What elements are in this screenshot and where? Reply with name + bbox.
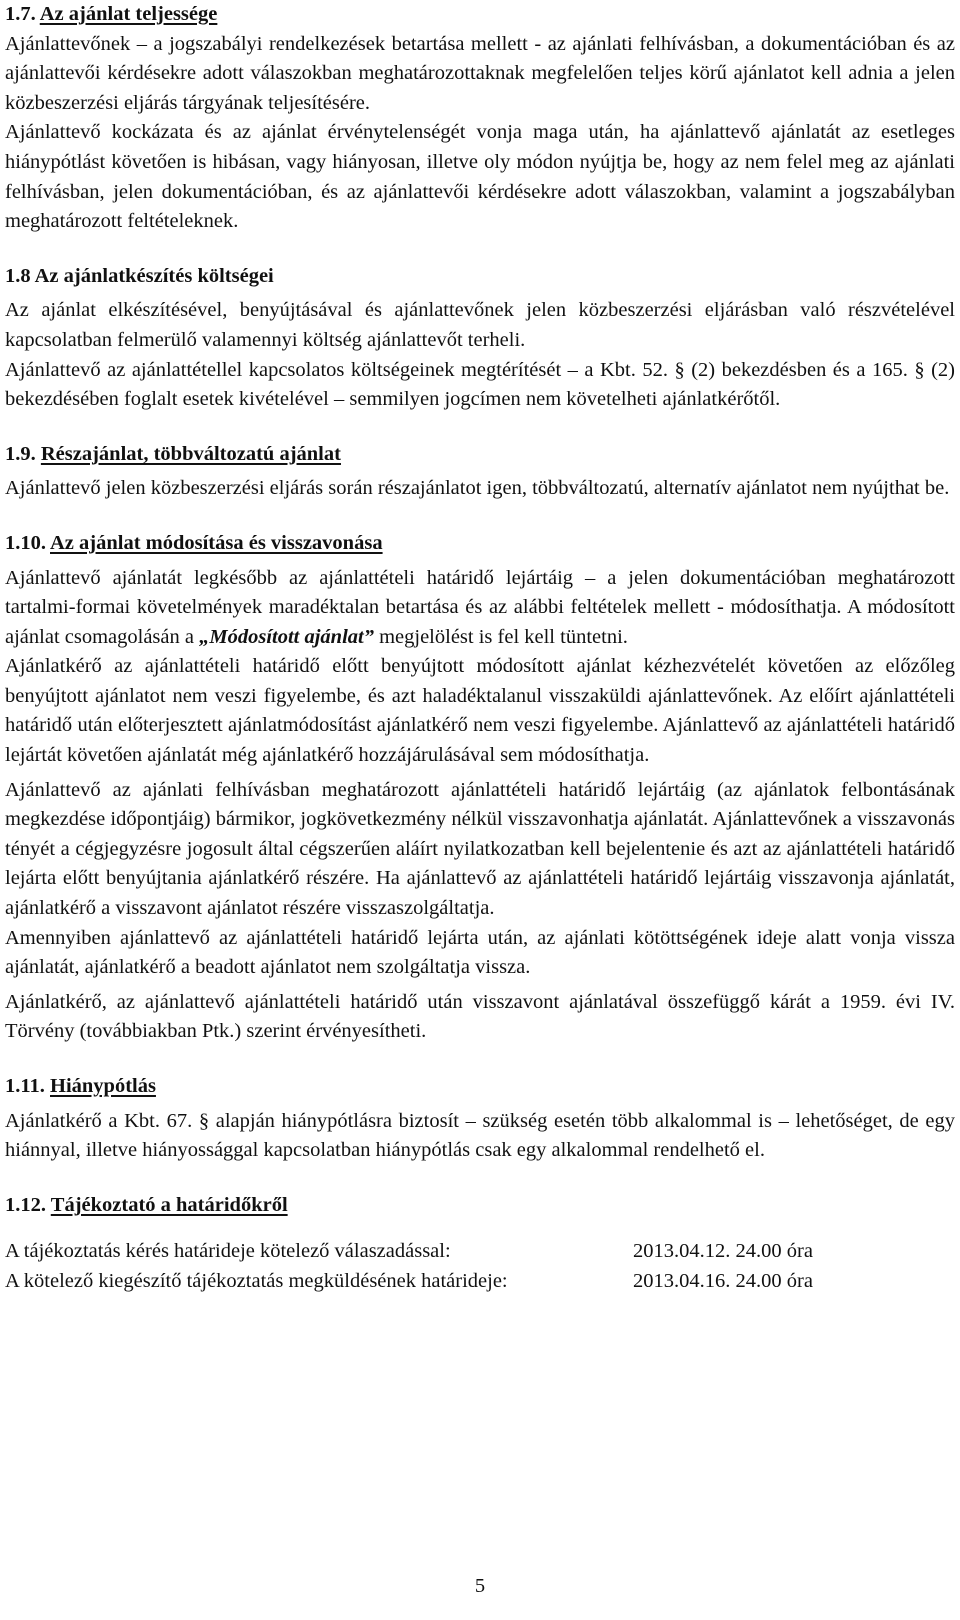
section-heading-1-7: [5, 0, 955, 30]
section-title: Az ajánlatkészítés költségei: [34, 264, 274, 287]
section-heading-1-8: [5, 262, 955, 292]
paragraph: Ajánlattevő az ajánlattétellel kapcsolatos költségeinek megtérítését – a Kbt. 52. § (2) bekezdésben és a 165. § (2) bekezdésében foglalt esetek kivételével – semmilyen jogcímen nem követelheti ajánlatkérőtől.: [5, 358, 955, 411]
section-heading-1-9: [5, 440, 955, 470]
deadline-value: 2013.04.16. 24.00 óra: [633, 1269, 813, 1292]
section-heading-1-10: [5, 529, 955, 559]
paragraph: Ajánlatkérő az ajánlattételi határidő előtt benyújtott módosított ajánlat kézhezvételét követően az előzőleg benyújtott ajánlatot nem veszi figyelembe, és azt haladéktalanul visszaküldi ajánlattevőnek. Az előírt ajánlattételi határidő után előterjesztett ajánlatmódosítást ajánlatkérő nem veszi figyelembe. Ajánlattevő az ajánlattételi határidő lejártát követően ajánlatát még ajánlatkérő hozzájárulásával sem módosíthatja.: [5, 655, 955, 767]
paragraph: Ajánlattevőnek – a jogszabályi rendelkezések betartása mellett - az ajánlati felhívásban, a dokumentációban és az ajánlattevői kérdésekre adott válaszokban meghatározottaknak megfelelően teljes körű ajánlatot kell adnia a jelen közbeszerzési eljárás tárgyának teljesítésére.: [5, 32, 955, 114]
section-number: 1.9.: [5, 442, 36, 465]
section-heading-1-11: [5, 1072, 955, 1102]
section-number: 1.7.: [5, 3, 36, 25]
section-title: Az ajánlat módosítása és visszavonása: [50, 531, 383, 554]
paragraph: Ajánlatkérő a Kbt. 67. § alapján hiánypótlásra biztosít – szükség esetén több alkalommal is – lehetőséget, de egy hiánnyal, illetve hiányossággal kapcsolatban hiánypótlás csak egy alkalommal rendelhető el.: [5, 1109, 955, 1162]
paragraph: Ajánlattevő jelen közbeszerzési eljárás során részajánlatot igen, többváltozatú, alternatív ajánlatot nem nyújthat be.: [5, 477, 950, 500]
page-number: 5: [474, 1575, 486, 1597]
paragraph: Ajánlatkérő, az ajánlattevő ajánlattételi határidő után visszavont ajánlatával összefüggő kárát a 1959. évi IV. Törvény (továbbiakban Ptk.) szerint érvényesítheti.: [5, 990, 955, 1043]
table-row: [5, 1237, 955, 1267]
paragraph: [5, 564, 955, 653]
section-title: Az ajánlat teljessége: [39, 3, 218, 25]
section-number: 1.10.: [5, 531, 46, 554]
paragraph: Ajánlattevő kockázata és az ajánlat érvénytelenségét vonja maga után, ha ajánlattevő ajánlatát az esetleges hiánypótlást követően is hibásan, vagy hiányosan, illetve oly módon nyújtja be, hogy az nem felel meg az ajánlati felhívásban, jelen dokumentációban, és az ajánlattevői kérdésekre adott válaszokban, valamint a jogszabályban meghatározott feltételeknek.: [5, 121, 955, 233]
section-number: 1.11.: [5, 1075, 45, 1097]
paragraph-text: megjelölést is fel kell tüntetni.: [373, 625, 628, 648]
paragraph: Az ajánlat elkészítésével, benyújtásával és ajánlattevőnek jelen közbeszerzési eljárásban való részvételével kapcsolatban felmerülő valamennyi költség ajánlattevőt terheli.: [5, 299, 955, 351]
section-title: Részajánlat, többváltozatú ajánlat: [40, 442, 341, 465]
table-row: [5, 1267, 955, 1297]
document-body: [5, 0, 955, 1297]
paragraph: Ajánlattevő az ajánlati felhívásban meghatározott ajánlattételi határidő lejártáig (az ajánlatok felbontásának megkezdése időpontjáig) bármikor, jogkövetkezmény nélkül visszavonhatja ajánlatát. Ajánlattevőnek a visszavonás tényét a cégjegyzésre jogosult által cégszerűen aláírt nyilatkozatban kell bejelentenie és azt az ajánlattételi határidő lejárta előtt benyújtania ajánlatkérő részére. Ha ajánlattevő az ajánlattételi határidő lejártáig visszavonja ajánlatát, ajánlatkérő a visszavont ajánlatot részére visszaszolgáltatja.: [5, 778, 955, 920]
section-title: Tájékoztató a határidőkről: [50, 1193, 288, 1216]
section-number: 1.12.: [5, 1193, 46, 1216]
deadline-label: A kötelező kiegészítő tájékoztatás megküldésének határideje:: [5, 1269, 508, 1292]
paragraph: Amennyiben ajánlattevő az ajánlattételi határidő lejárta után, az ajánlati kötöttségének ideje alatt vonja vissza ajánlatát, ajánlatkérő a beadott ajánlatot nem szolgáltatja vissza.: [5, 926, 955, 979]
paragraph-text: Ajánlattevő ajánlatát legkésőbb az ajánlattételi határidő lejártáig – a jelen dokumentációban meghatározott tartalmi-formai követelmények maradéktalan betartása és az alábbi feltételek mellett - módosíthatja. A módosított ajánlat csomagolásán a: [5, 566, 955, 648]
section-title: Hiánypótlás: [50, 1075, 156, 1097]
deadlines-table: [5, 1237, 955, 1296]
deadline-value: 2013.04.12. 24.00 óra: [633, 1240, 813, 1263]
deadline-label: A tájékoztatás kérés határideje kötelező válaszadással:: [5, 1240, 451, 1263]
emphasized-label: „Módosított ajánlat”: [199, 625, 374, 648]
section-heading-1-12: [5, 1191, 955, 1221]
section-number: 1.8: [5, 264, 31, 287]
